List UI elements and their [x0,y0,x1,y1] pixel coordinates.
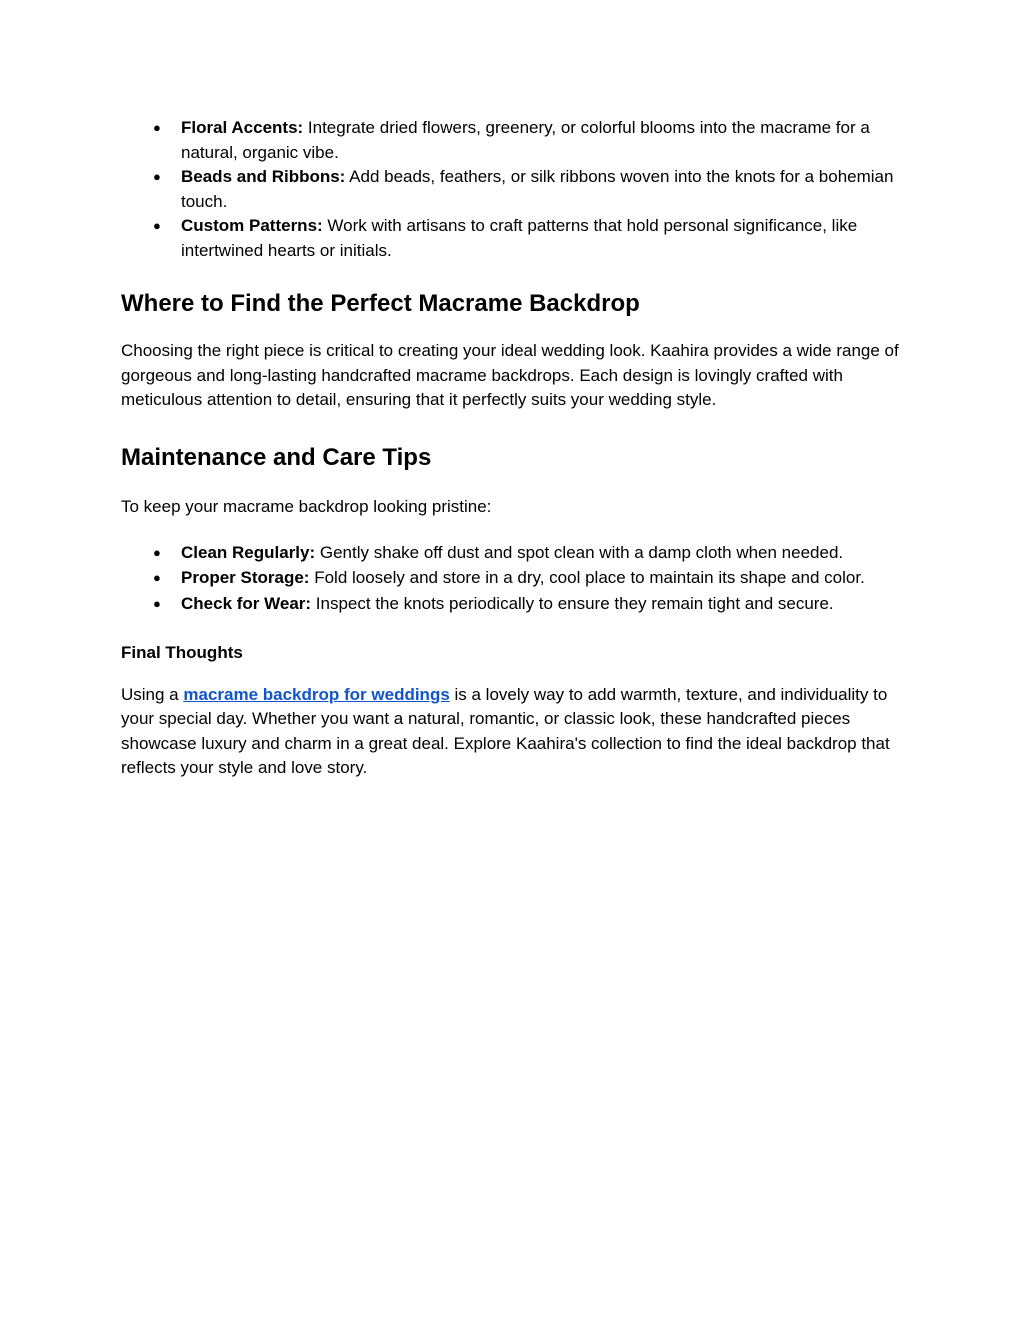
section-heading-where: Where to Find the Perfect Macrame Backdrop [121,290,640,317]
final-thoughts-paragraph [121,683,901,781]
list-item-label: Check for Wear: [181,594,312,613]
list-item [121,116,901,165]
bullet-icon: ● [153,545,161,560]
list-item-label: Beads and Ribbons: [181,167,346,186]
bullet-icon: ● [153,169,161,184]
document-page [121,116,901,781]
list-item [121,592,901,617]
list-item [121,214,901,263]
final-text-before-link: Using a [121,684,184,704]
list-item-label: Custom Patterns: [181,216,323,235]
section-paragraph-where: Choosing the right piece is critical to creating your ideal wedding look. Kaahira provides a wide range of gorgeous and long-lasting handcrafted macrame backdrops. Each design is lovingly crafted with meticulous attention to detail, ensuring that it perfectly suits your wedding style. [121,341,899,409]
bullet-icon: ● [153,120,161,135]
section-heading-maintenance: Maintenance and Care Tips [121,443,432,471]
list-item-text: Integrate dried flowers, greenery, or colorful blooms into the macrame for a natural, organic vibe. [181,118,870,162]
bullet-icon: ● [153,596,161,611]
list-item-label: Floral Accents: [181,118,304,137]
list-item-text: Work with artisans to craft patterns that hold personal significance, like intertwined hearts or initials. [181,216,858,260]
final-thoughts-heading: Final Thoughts [121,642,243,662]
design-ideas-list [121,116,901,263]
bullet-icon: ● [153,218,161,233]
list-item-label: Clean Regularly: [181,543,316,562]
list-item-text: Inspect the knots periodically to ensure they remain tight and secure. [311,594,834,613]
list-item [121,566,901,591]
list-item [121,165,901,214]
bullet-icon: ● [153,569,161,585]
list-item-text: Gently shake off dust and spot clean with a damp cloth when needed. [315,543,844,562]
list-item-text: Fold loosely and store in a dry, cool place to maintain its shape and color. [309,567,865,587]
list-item-text: Add beads, feathers, or silk ribbons woven into the knots for a bohemian touch. [181,167,894,211]
final-text-after-link: is a lovely way to add warmth, texture, and individuality to your special day. Whether you want a natural, romantic, or classic look, these handcrafted pieces showcase luxury and charm in a great deal. Explore Kaahira's collection to find the ideal backdrop that reflects your style and love story. [121,684,890,777]
list-item [121,541,901,566]
section-intro-maintenance: To keep your macrame backdrop looking pristine: [121,496,492,516]
macrame-backdrop-link[interactable]: macrame backdrop for weddings [183,684,450,704]
care-tips-list [121,541,901,617]
list-item-label: Proper Storage: [181,567,310,587]
